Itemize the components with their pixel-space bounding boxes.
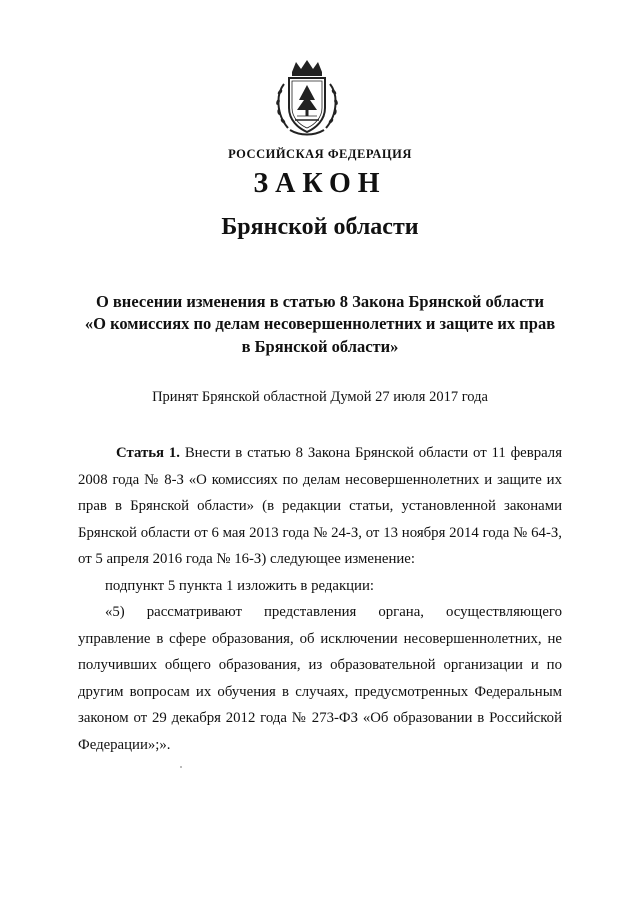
subpoint-paragraph: подпункт 5 пункта 1 изложить в редакции:	[105, 577, 374, 594]
document-type-heading: ЗАКОН	[253, 168, 387, 199]
coat-of-arms-icon	[270, 58, 344, 138]
adoption-note: Принят Брянской областной Думой 27 июля 2017 года	[152, 389, 488, 405]
article-1-label: Статья 1.	[116, 445, 180, 461]
article-1-text: Внести в статью 8 Закона Брянской области от 11 февраля 2008 года № 8-З «О комиссиях по делам несовершеннолетних и защите их прав в Брянской области» (в редакции статьи, установленной законами Брянской области от 6 мая 2013 года № 24-З, от 13 ноября 2014 года № 64-З, от 5 апреля 2016 года № 16-З) следующее изменение:	[78, 445, 562, 567]
region-heading: Брянской области	[221, 214, 419, 240]
law-body	[78, 440, 562, 758]
country-heading: РОССИЙСКАЯ ФЕДЕРАЦИЯ	[228, 147, 412, 161]
scan-artifact	[180, 766, 182, 768]
article-1-paragraph	[78, 440, 562, 573]
law-title-line-3: в Брянской области»	[241, 337, 399, 356]
law-title-line-1: О внесении изменения в статью 8 Закона Брянской области	[95, 292, 545, 311]
law-title-line-2: «О комиссиях по делам несовершеннолетних и защите их прав	[84, 314, 556, 333]
quote-paragraph: «5) рассматривают представления органа, осуществляющего управление в сфере образования, об исключении несовершеннолетних, не получивших общего образования, из образовательной организации и по другим вопросам их обучения в случаях, предусмотренных Федеральным законом от 29 декабря 2012 года № 273-ФЗ «Об образовании в Российской Федерации»;».	[78, 604, 562, 753]
